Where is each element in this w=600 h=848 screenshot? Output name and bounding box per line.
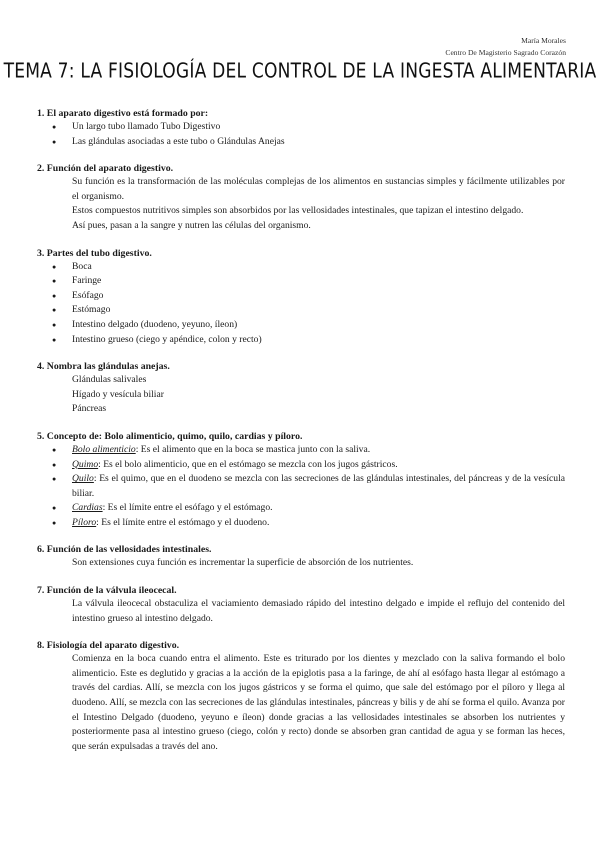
definition-term: Cardias — [72, 502, 103, 514]
section-7 — [37, 584, 565, 626]
definition-item — [72, 516, 565, 531]
list-item: ● Intestino delgado (duodeno, yeyuno, íleon) — [72, 318, 565, 333]
definition-item — [72, 443, 565, 458]
section-7-heading: 7. Función de la válvula ileocecal. — [37, 585, 177, 597]
definition-term: Quilo — [72, 473, 94, 485]
definition-item — [72, 472, 565, 501]
section-5-list — [37, 443, 565, 531]
definition-term: Quimo — [72, 458, 99, 470]
paragraph: La válvula ileocecal obstaculiza el vaciamiento demasiado rápido del intestino delgado e impide el reflujo del contenido del intestino grueso al intestino delgado. — [72, 598, 565, 624]
section-8-heading: 8. Fisiología del aparato digestivo. — [37, 640, 180, 652]
section-6 — [37, 543, 565, 571]
list-item: ● Un largo tubo llamado Tubo Digestivo — [72, 120, 565, 135]
paragraph: Comienza en la boca cuando entra el alimento. Este es triturado por los dientes y mezclado con la saliva formando el bolo alimenticio. Este es deglutido y gracias a la acción de la epiglotis pasa a la faringe, de ahí al esófago hasta llegar al estómago a través del cardias. Allí, se mezcla con los jugos gástricos y se forma el quimo, que sale del estómago por el píloro y llega al duodeno. Allí, se mezcla con las secreciones de las glándulas intestinales, páncreas y bilis y de ahí se forma el quilo. Avanza por el Intestino Delgado (duodeno, yeyuno e íleon) donde gracias a las vellosidades intestinales se absorben los nutrientes y posteriormente pasa al intestino grueso (ciego, colón y recto) donde se absorben gran cantidad de agua y se forman las heces, que serán expulsadas a través del ano. — [72, 653, 565, 752]
section-1-heading: 1. El aparato digestivo está formado por: — [37, 108, 209, 119]
document-body — [37, 107, 565, 767]
section-2-heading: 2. Función del aparato digestivo. — [37, 163, 174, 175]
definition-text: : Es el límite entre el estómago y el duodeno. — [96, 516, 270, 528]
institution-name: Centro De Magisterio Sagrado Corazón — [445, 48, 566, 57]
paragraph: Su función es la transformación de las moléculas complejas de los alimentos en sustancias simples y fácilmente utilizables por el organismo. — [72, 176, 565, 202]
list-item: ● Intestino grueso (ciego y apéndice, colon y recto) — [72, 333, 565, 348]
definition-text: : Es el bolo alimenticio, que en el estómago se mezcla con los jugos gástricos. — [98, 458, 398, 470]
paragraph: Estos compuestos nutritivos simples son absorbidos por las vellosidades intestinales, que tapizan el intestino delgado. — [72, 205, 524, 217]
definition-item — [72, 458, 565, 473]
section-4 — [37, 360, 565, 417]
author-name: María Morales — [521, 36, 566, 45]
paragraph: Son extensiones cuya función es incrementar la superficie de absorción de los nutrientes. — [72, 557, 414, 569]
section-3 — [37, 247, 565, 348]
definition-text: : Es el límite entre el esófago y el estómago. — [102, 502, 273, 514]
list-item: ● Boca — [72, 260, 565, 275]
section-5-heading: 5. Concepto de: Bolo alimenticio, quimo, quilo, cardias y píloro. — [37, 430, 303, 442]
list-item: ● Las glándulas asociadas a este tubo o Glándulas Anejas — [72, 135, 565, 150]
list-item: Glándulas salivales — [72, 374, 147, 386]
section-3-heading: 3. Partes del tubo digestivo. — [37, 247, 152, 259]
list-item: ● Estómago — [72, 303, 565, 318]
section-3-list — [37, 260, 565, 348]
page-title: TEMA 7: LA FISIOLOGÍA DEL CONTROL DE LA INGESTA ALIMENTARIA — [3, 59, 597, 83]
section-2 — [37, 162, 565, 233]
definition-term: Píloro — [72, 516, 97, 528]
section-8 — [37, 639, 565, 754]
definition-term: Bolo alimenticio — [72, 443, 136, 455]
section-6-heading: 6. Función de las vellosidades intestinales. — [37, 544, 212, 556]
definition-text: : Es el quimo, que en el duodeno se mezcla con las secreciones de las glándulas intestinales, del páncreas y de la vesícula biliar. — [72, 473, 565, 499]
list-item: ● Faringe — [72, 274, 565, 289]
section-4-heading: 4. Nombra las glándulas anejas. — [37, 361, 170, 373]
paragraph: Así pues, pasan a la sangre y nutren las células del organismo. — [72, 219, 311, 231]
list-item: Hígado y vesícula biliar — [72, 388, 164, 400]
page-header — [445, 35, 566, 59]
section-5 — [37, 430, 565, 531]
section-1 — [37, 107, 565, 149]
list-item: ● Esófago — [72, 289, 565, 304]
section-1-list — [37, 120, 565, 149]
definition-item — [72, 501, 565, 516]
definition-text: : Es el alimento que en la boca se mastica junto con la saliva. — [135, 443, 371, 455]
list-item: Páncreas — [72, 403, 107, 415]
